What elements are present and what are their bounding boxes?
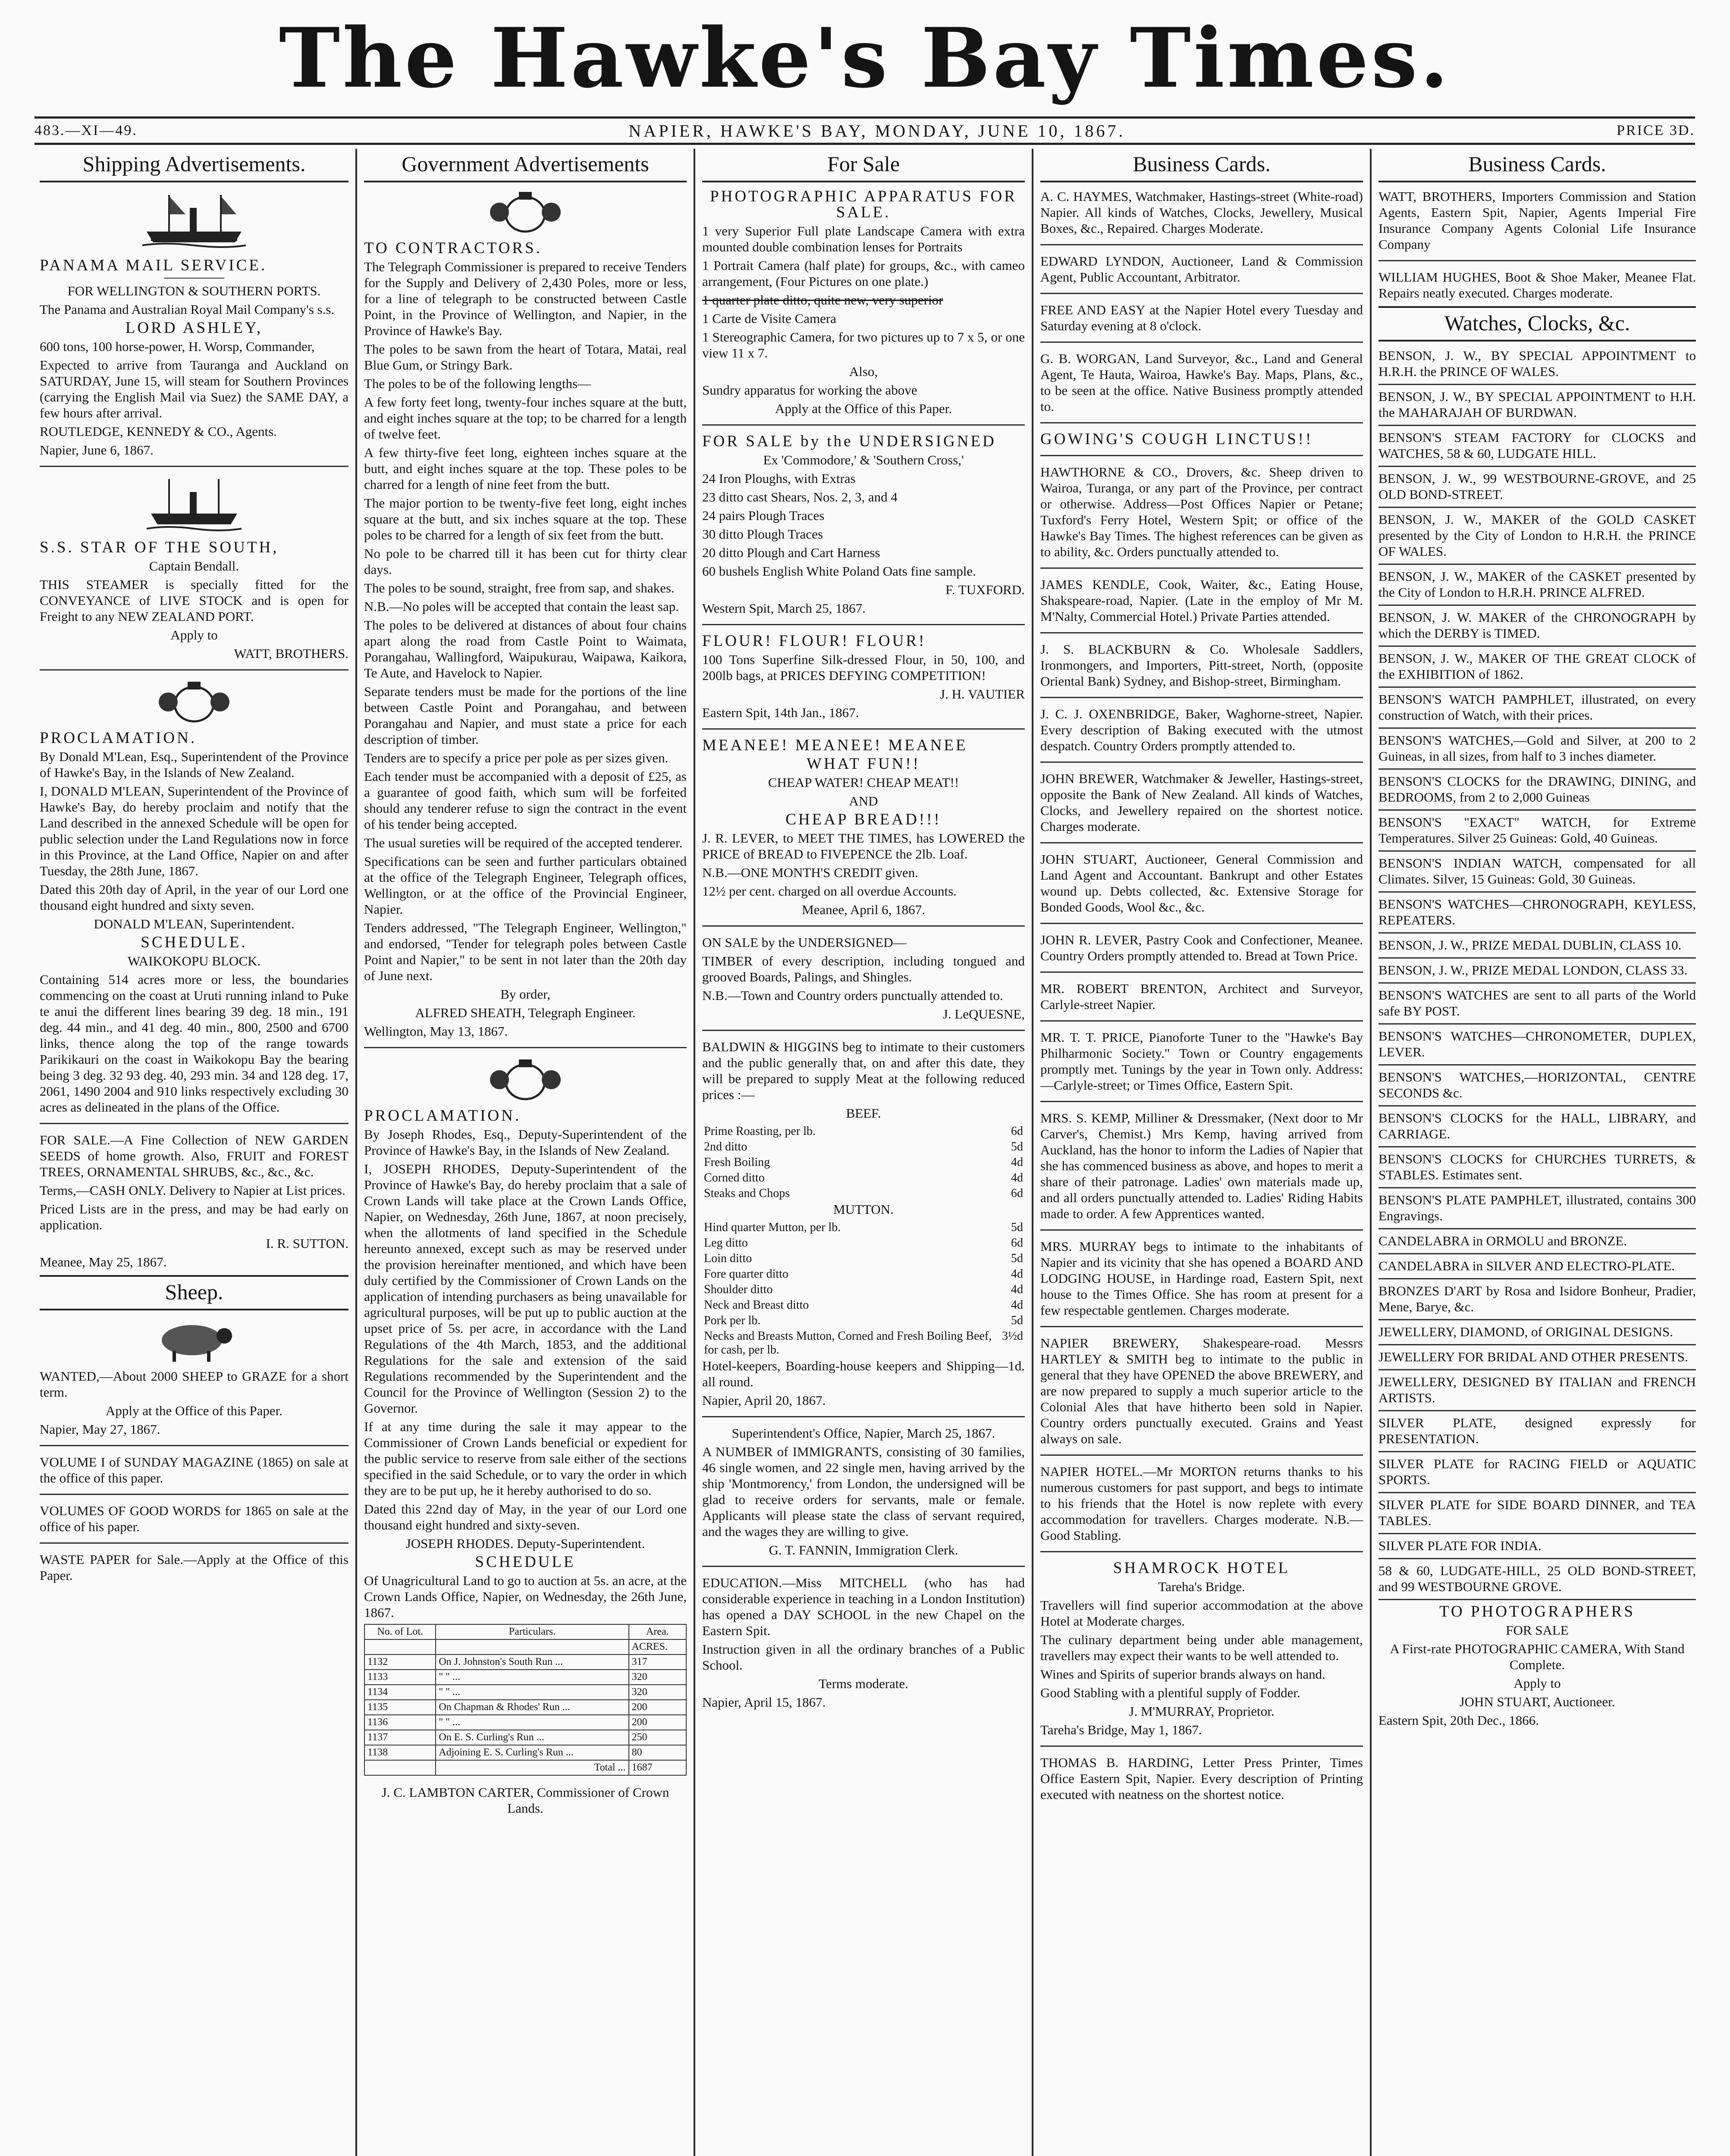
table-cell: 317 — [629, 1655, 686, 1670]
ad-date: Napier, May 27, 1867. — [40, 1422, 160, 1437]
schedule-heading: SCHEDULE. — [141, 934, 248, 951]
table-cell: Corned ditto — [704, 1171, 765, 1185]
table-cell: On E. S. Curling's Run ... — [436, 1730, 628, 1745]
by-order: By order, — [500, 987, 550, 1002]
masthead-title: The Hawke's Bay Times. — [279, 10, 1451, 106]
ad-text: A few forty feet long, twenty-four inches square at the butt, and eight inches square at the top; to be charred for a length of twelve feet. — [364, 395, 687, 442]
ad-text: Instruction given in all the ordinary branches of a Public School. — [702, 1642, 1025, 1673]
business-card: MRS. S. KEMP, Milliner & Dressmaker, (Next door to Mr Carver's, Chemist.) Mrs Kemp, having arrived from Auckland, has the honor to inform the Ladies of Napier that she has commenced business as above, and hopes to merit a share of their patronage. Ladies' own materials made up, and all orders punctually attended to. Ladies' Riding Habits made to order. A few Apprentices wanted. — [1040, 1110, 1363, 1221]
benson-ad: BENSON, J. W., BY SPECIAL APPOINTMENT to H.R.H. the PRINCE OF WALES. — [1378, 348, 1696, 379]
benson-ad: BENSON'S WATCHES,—Gold and Silver, at 200 to 2 Guineas, in all sizes, from half to 3 inches diameter. — [1378, 733, 1696, 764]
table-cell: 200 — [629, 1715, 686, 1730]
table-cell: 5d — [1011, 1221, 1023, 1234]
ad-date: Meanee, April 6, 1867. — [802, 902, 925, 917]
business-card: JOHN STUART, Auctioneer, General Commission and Land Agent and Accountant. Bankrupt and other Estates wound up. Debts collected, &c. Extensive Storage for Bonded Goods, Wool &c., &c. — [1040, 852, 1363, 915]
table-cell: 80 — [629, 1745, 686, 1760]
ad-signature: F. TUXFORD. — [945, 582, 1025, 597]
ad-text: The poles to be sawn from the heart of Totara, Matai, real Blue Gum, or Stringy Bark. — [364, 342, 687, 373]
table-cell: 4d — [1011, 1298, 1023, 1312]
ad-subtitle: WHAT FUN!! — [806, 755, 921, 773]
table-cell: 4d — [1011, 1156, 1023, 1169]
list-item: 24 pairs Plough Traces — [702, 508, 825, 523]
ad-text: The Telegraph Commissioner is prepared to receive Tenders for the Supply and Delivery of 2,430 Poles, more or less, for a line of telegraph to be constructed between Castle Point, in the Province of Wellington, and Napier, in the Province of Hawke's Bay. — [364, 259, 687, 338]
table-row — [702, 1235, 1025, 1251]
table-cell: 200 — [629, 1700, 686, 1715]
table-cell: 5d — [1011, 1140, 1023, 1153]
price-heading: BEEF. — [846, 1106, 881, 1121]
business-card: G. B. WORGAN, Land Surveyor, &c., Land and General Agent, Te Hauta, Wairoa, Hawke's Bay. Maps, Plans, &c., to be seen at the office. Native Business promptly attended to. — [1040, 351, 1363, 414]
section-heading: Watches, Clocks, &c. — [1378, 306, 1696, 342]
column-heading: For Sale — [702, 149, 1025, 182]
ad-text: Hotel-keepers, Boarding-house keepers and Shipping—1d. all round. — [702, 1358, 1025, 1389]
business-card: GOWING'S COUGH LINCTUS!! — [1040, 430, 1313, 448]
ad-signature: DONALD M'LEAN, Superintendent. — [94, 916, 295, 931]
ad-date: Meanee, May 25, 1867. — [40, 1254, 167, 1269]
ad-text: 100 Tons Superfine Silk-dressed Flour, in 50, 100, and 200lb bags, at PRICES DEFYING COMPETITION! — [702, 652, 1025, 683]
table-row — [364, 1685, 686, 1700]
ad-text: By Donald M'Lean, Esq., Superintendent of the Province of Hawke's Bay, in the Islands of New Zealand. — [40, 749, 349, 780]
ad-title: ON SALE by the UNDERSIGNED— — [702, 935, 907, 950]
ad-text: If at any time during the sale it may appear to the Commissioner of Crown Lands beneficial or expedient for the public service to reserve from sale either of the sections specified in the said Schedule, or to vary the order in which they are to be put up, he it hereby authorised to do so. — [364, 1419, 687, 1498]
benson-ad: BENSON'S WATCHES—CHRONOMETER, DUPLEX, LEVER. — [1378, 1028, 1696, 1059]
ad-text: WANTED,—About 2000 SHEEP to GRAZE for a short term. — [40, 1369, 349, 1400]
ad-text: Terms,—CASH ONLY. Delivery to Napier at List prices. — [40, 1183, 345, 1198]
ad-title: TO PHOTOGRAPHERS — [1439, 1603, 1635, 1620]
ad-text: Tenders are to specify a price per pole as per sizes given. — [364, 750, 669, 765]
schedule-heading: SCHEDULE — [475, 1553, 576, 1571]
table-row — [702, 1124, 1025, 1139]
column-rule — [1370, 149, 1372, 2156]
benson-ad: BENSON'S WATCHES,—HORIZONTAL, CENTRE SECONDS &c. — [1378, 1069, 1696, 1100]
ad-text: Wines and Spirits of superior brands always on hand. — [1040, 1667, 1325, 1682]
royal-arms-icon — [147, 678, 242, 726]
table-row — [364, 1760, 686, 1775]
table-cell: Pork per lb. — [704, 1314, 761, 1327]
ad-text: AND — [849, 793, 878, 808]
table-cell: 6d — [1011, 1125, 1023, 1138]
ad-text: 1 Carte de Visite Camera — [702, 311, 836, 326]
price-table — [702, 1124, 1025, 1201]
ad-text: Each tender must be accompanied with a deposit of £25, as a guarantee of good faith, which sum will be forfeited should any tenderer refuse to sign the contract in the event of his tender being accepted. — [364, 769, 687, 832]
ad-text: WASTE PAPER for Sale.—Apply at the Office of this Paper. — [40, 1552, 349, 1583]
ad-text: Dated this 20th day of April, in the year of our Lord one thousand eight hundred and sixty seven. — [40, 882, 349, 913]
block-name: WAIKOKOPU BLOCK. — [127, 953, 261, 968]
benson-ad: BENSON, J. W., MAKER OF THE GREAT CLOCK of the EXHIBITION of 1862. — [1378, 651, 1696, 682]
benson-ad: BENSON'S CLOCKS for the DRAWING, DINING, and BEDROOMS, from 2 to 2,000 Guineas — [1378, 774, 1696, 805]
benson-ad: BENSON, J. W., MAKER of the GOLD CASKET presented by the City of London to H.R.H. the PRINCE OF WALES. — [1378, 512, 1696, 559]
ad-agents: ROUTLEDGE, KENNEDY & CO., Agents. — [40, 424, 277, 439]
ad-text: The culinary department being under able management, travellers may expect their wants to be well attended to. — [1040, 1632, 1363, 1663]
list-item: 20 ditto Plough and Cart Harness — [702, 545, 880, 560]
business-card: NAPIER BREWERY, Shakespeare-road. Messrs HARTLEY & SMITH beg to intimate to the public in general that they have OPENED the above BREWERY, and are now prepared to supply a much superior article to the Colonial Ales that have hitherto been sold in Napier. Country orders punctually executed. Grains and Yeast always on sale. — [1040, 1335, 1363, 1446]
ad-text: VOLUME I of SUNDAY MAGAZINE (1865) on sale at the office of this paper. — [40, 1454, 349, 1485]
ad-text: VOLUMES OF GOOD WORDS for 1865 on sale at the office of his paper. — [40, 1503, 349, 1534]
ad-signature: G. T. FANNIN, Immigration Clerk. — [769, 1542, 958, 1557]
column-rule — [355, 149, 357, 2156]
business-card: THOMAS B. HARDING, Letter Press Printer, Times Office Eastern Spit, Napier. Every description of Printing executed with neatness on the shortest notice. — [1040, 1755, 1363, 1802]
ad-signature: J. M'MURRAY, Proprietor. — [1129, 1704, 1275, 1719]
table-row — [702, 1155, 1025, 1170]
benson-ad: JEWELLERY, DESIGNED BY ITALIAN and FRENCH ARTISTS. — [1378, 1374, 1696, 1405]
ad-text: By Joseph Rhodes, Esq., Deputy-Superintendent of the Province of Hawke's Bay, in the Islands of New Zealand. — [364, 1127, 687, 1158]
table-cell: 1136 — [364, 1715, 436, 1730]
table-cell: Steaks and Chops — [704, 1187, 790, 1200]
benson-ad: BENSON, J. W., MAKER of the CASKET presented by the City of London to H.R.H. PRINCE ALFRED. — [1378, 569, 1696, 600]
price-table — [702, 1220, 1025, 1358]
ad-text: The poles to be delivered at distances of about four chains apart along the road from Castle Point to Waimata, Porangahau, Wallingford, Waipukurau, Waipawa, Kaikora, Te Aute, and Havelock to Napier. — [364, 617, 687, 680]
ad-captain: Captain Bendall. — [149, 558, 239, 573]
ad-date: Napier, April 15, 1867. — [702, 1695, 826, 1710]
ad-title: FOR SALE by the UNDERSIGNED — [702, 432, 996, 450]
table-row — [702, 1139, 1025, 1155]
benson-ad: BRONZES D'ART by Rosa and Isidore Bonheur, Pradier, Mene, Barye, &c. — [1378, 1283, 1696, 1314]
ad-signature: WATT, BROTHERS. — [234, 646, 349, 661]
ad-text: I, DONALD M'LEAN, Superintendent of the Province of Hawke's Bay, do hereby proclaim and notify that the Land described in the annexed Schedule will be open for public selection under the Land Regulations now in force in this Province, at the Land Office, Napier on and after Tuesday, the 28th June, 1867. — [40, 783, 349, 878]
ad-text: EDUCATION.—Miss MITCHELL (who has had considerable experience in teaching in a London Institution) has opened a DAY SCHOOL in the new Chapel on the Eastern Spit. — [702, 1575, 1025, 1638]
ad-text: N.B.—No poles will be accepted that contain the least sap. — [364, 599, 679, 614]
benson-ad: CANDELABRA in ORMOLU and BRONZE. — [1378, 1233, 1627, 1248]
ad-text: 1 Portrait Camera (half plate) for groups, &c., with cameo arrangement, (Four Pictures on one plate.) — [702, 258, 1025, 289]
table-cell: On J. Johnston's South Run ... — [436, 1655, 628, 1670]
table-row — [364, 1730, 686, 1745]
ad-title: FLOUR! FLOUR! FLOUR! — [702, 632, 926, 650]
table-cell: 4d — [1011, 1283, 1023, 1296]
column-heading: Government Advertisements — [364, 149, 687, 182]
benson-ad: BENSON'S "EXACT" WATCH, for Extreme Temperatures. Silver 25 Guineas: Gold, 40 Guineas. — [1378, 815, 1696, 846]
ad-title: PROCLAMATION. — [40, 729, 197, 747]
ad-text: A few thirty-five feet long, eighteen inches square at the butt, and eight inches square at the top. These poles to be charred for a length of nine feet from the butt. — [364, 445, 687, 492]
benson-ad: JEWELLERY, DIAMOND, of ORIGINAL DESIGNS. — [1378, 1324, 1673, 1339]
table-row — [364, 1700, 686, 1715]
column-heading: Shipping Advertisements. — [40, 149, 349, 182]
table-row — [702, 1297, 1025, 1313]
ad-text: N.B.—Town and Country orders punctually attended to. — [702, 988, 1003, 1003]
business-card: JAMES KENDLE, Cook, Waiter, &c., Eating House, Shakspeare-road, Napier. (Late in the employ of Mr M. M'Nalty, Commercial Hotel.) Private Parties attended. — [1040, 577, 1363, 624]
table-header: Area. — [629, 1624, 686, 1639]
list-item: 60 bushels English White Poland Oats fine sample. — [702, 564, 976, 579]
benson-ad-list — [1378, 348, 1696, 1600]
price-heading: MUTTON. — [833, 1202, 894, 1217]
ad-text: I, JOSEPH RHODES, Deputy-Superintendent of the Province of Hawke's Bay, do hereby proclaim that a sale of Crown Lands will take place at the Crown Lands Office, Napier, on Wednesday, 26th June, 1867, at noon precisely, when the allotments of land specified in the Schedule hereunto annexed, except such as may be reserved under the provision hereinafter mentioned, and which have been duly certified by the Commissioner of Crown Lands on the application of intending purchasers as being unavailable for agricultural purposes, will be put up to public auction at the upset price of 5s. per acre, in accordance with the Land Regulations of the 4th March, 1853, and the additional Regulations for the sale and extension of the said Regulations recommended by the Superintendent and the Council for the Province of Wellington (Session 2) to the Governor. — [364, 1161, 687, 1416]
business-card: HAWTHORNE & CO., Drovers, &c. Sheep driven to Wairoa, Turanga, or any part of the Province, per contract or otherwise. Address—Post Offices Napier or Petane; Tuxford's Ferry Hotel, Western Spit; or office of the Hawke's Bay Times. The highest references can be given as to ability, &c. Orders punctually attended to. — [1040, 464, 1363, 559]
table-row — [364, 1655, 686, 1670]
business-card: MR. T. T. PRICE, Pianoforte Tuner to the "Hawke's Bay Philharmonic Society." Town or Country engagements promptly met. Tunings by the year in Town only. Address:—Carlyle-street; or Times Office, Eastern Spit. — [1040, 1030, 1363, 1093]
ad-subtitle: Tareha's Bridge. — [1158, 1579, 1245, 1594]
ad-text: N.B.—ONE MONTH'S CREDIT given. — [702, 865, 919, 880]
issue-date: NAPIER, HAWKE'S BAY, MONDAY, JUNE 10, 1867. — [628, 121, 1126, 141]
table-cell: " " ... — [436, 1685, 628, 1700]
table-cell: Hind quarter Mutton, per lb. — [704, 1221, 841, 1234]
benson-ad: BENSON, J. W., PRIZE MEDAL LONDON, CLASS 33. — [1378, 962, 1688, 978]
table-cell: Loin ditto — [704, 1252, 752, 1265]
table-cell: Fresh Boiling — [704, 1156, 770, 1169]
table-row — [702, 1266, 1025, 1282]
table-cell: 2nd ditto — [704, 1140, 747, 1153]
ad-apply: Apply to — [1513, 1676, 1561, 1691]
ad-signature: J. H. VAUTIER — [940, 686, 1025, 702]
royal-arms-icon — [478, 188, 573, 236]
ad-text: 12½ per cent. charged on all overdue Accounts. — [702, 884, 957, 899]
table-cell: On Chapman & Rhodes' Run ... — [436, 1700, 628, 1715]
table-row — [702, 1170, 1025, 1186]
table-cell: " " ... — [436, 1715, 628, 1730]
table-cell: 1138 — [364, 1745, 436, 1760]
ad-text: The Panama and Australian Royal Mail Company's s.s. — [40, 302, 335, 317]
business-card: WILLIAM HUGHES, Boot & Shoe Maker, Meanee Flat. Repairs neatly executed. Charges moderate. — [1378, 270, 1696, 301]
steamship-icon — [138, 188, 250, 253]
business-card: JOHN R. LEVER, Pastry Cook and Confectioner, Meanee. Country Orders promptly attended to. Bread at Town Price. — [1040, 932, 1363, 963]
benson-ad: SILVER PLATE for SIDE BOARD DINNER, and TEA TABLES. — [1378, 1497, 1696, 1528]
issue-price: PRICE 3D. — [1617, 122, 1695, 138]
ad-text: THIS STEAMER is specially fitted for the CONVEYANCE of LIVE STOCK and is open for Freight to any NEW ZEALAND PORT. — [40, 577, 349, 624]
column-business-cards — [1034, 149, 1369, 2156]
ad-date: Eastern Spit, 20th Dec., 1866. — [1378, 1713, 1539, 1728]
ad-subtitle: FOR WELLINGTON & SOUTHERN PORTS. — [67, 283, 321, 298]
benson-ad: JEWELLERY FOR BRIDAL AND OTHER PRESENTS. — [1378, 1349, 1688, 1364]
benson-ad: BENSON'S INDIAN WATCH, compensated for all Climates. Silver, 15 Guineas: Gold, 30 Guineas. — [1378, 856, 1696, 887]
table-cell: ACRES. — [629, 1639, 686, 1655]
issue-number: 483.—XI—49. — [35, 122, 138, 138]
ad-signature: J. C. LAMBTON CARTER, Commissioner of Crown Lands. — [381, 1785, 669, 1816]
table-row — [364, 1745, 686, 1760]
benson-ad: BENSON, J. W. MAKER of the CHRONOGRAPH by which the DERBY is TIMED. — [1378, 610, 1696, 641]
ad-signature: I. R. SUTTON. — [266, 1236, 349, 1251]
sheep-icon — [151, 1316, 237, 1364]
table-cell: 5d — [1011, 1314, 1023, 1327]
business-card: FREE AND EASY at the Napier Hotel every Tuesday and Saturday evening at 8 o'clock. — [1040, 302, 1363, 333]
ad-text: Tenders addressed, "The Telegraph Engineer, Wellington," and endorsed, "Tender for telegraph poles between Castle Point and Napier," to be sent in not later than the 20th day of June next. — [364, 920, 687, 983]
ad-text: TIMBER of every description, including tongued and grooved Boards, Palings, and Shingles. — [702, 953, 1025, 984]
ad-title: PROCLAMATION. — [364, 1107, 521, 1125]
table-cell: 1132 — [364, 1655, 436, 1670]
ad-subtitle: FOR SALE — [1506, 1623, 1569, 1638]
royal-arms-icon — [478, 1056, 573, 1103]
benson-ad: BENSON, J. W., 99 WESTBOURNE-GROVE, and 25 OLD BOND-STREET. — [1378, 471, 1696, 502]
benson-ad: 58 & 60, LUDGATE-HILL, 25 OLD BOND-STREET, and 99 WESTBOURNE GROVE. — [1378, 1563, 1696, 1594]
table-row — [702, 1186, 1025, 1201]
column-shipping — [34, 149, 355, 2156]
ad-date: Tareha's Bridge, May 1, 1867. — [1040, 1722, 1202, 1737]
business-card: MRS. MURRAY begs to intimate to the inhabitants of Napier and its vicinity that she has opened a BOARD AND LODGING HOUSE, in Hardinge road, Eastern Spit, next house to the Times Office. She has room at present for a few respectable gentlemen. Charges moderate. — [1040, 1239, 1363, 1318]
table-row — [702, 1251, 1025, 1266]
column-rule — [694, 149, 695, 2156]
benson-ad: CANDELABRA in SILVER AND ELECTRO-PLATE. — [1378, 1258, 1675, 1273]
ad-text: No pole to be charred till it has been cut for thirty clear days. — [364, 546, 687, 577]
table-cell: 1687 — [629, 1760, 686, 1775]
ad-text: Separate tenders must be made for the portions of the line between Castle Point and Porangahau, and between Porangahau and Napier, and must state a price for each description of timber. — [364, 684, 687, 747]
table-cell: 4d — [1011, 1267, 1023, 1281]
ad-text: The poles to be sound, straight, free from sap, and shakes. — [364, 580, 675, 595]
benson-ad: BENSON, J. W., PRIZE MEDAL DUBLIN, CLASS 10. — [1378, 937, 1682, 953]
business-card: JOHN BREWER, Watchmaker & Jeweller, Hastings-street, opposite the Bank of New Zealand. All kinds of Watches, Clocks, and Jewellery repaired on the shortest notice. Charges moderate. — [1040, 771, 1363, 834]
benson-ad: BENSON'S STEAM FACTORY for CLOCKS and WATCHES, 58 & 60, LUDGATE HILL. — [1378, 430, 1696, 461]
table-cell: 1135 — [364, 1700, 436, 1715]
ad-text: A NUMBER of IMMIGRANTS, consisting of 30 families, 46 single women, and 22 single men, having arrived by the ship 'Montmorency,' from London, the undersigned will be glad to receive orders for servants, male or female. Applicants will please state the class of servant required, and the wages they are willing to give. — [702, 1444, 1025, 1539]
table-cell: 6d — [1011, 1236, 1023, 1250]
ad-title: PANAMA MAIL SERVICE. — [40, 257, 267, 274]
benson-ad: SILVER PLATE for RACING FIELD or AQUATIC SPORTS. — [1378, 1456, 1696, 1487]
ad-text: Also, — [849, 364, 878, 379]
ad-date: Wellington, May 13, 1867. — [364, 1024, 508, 1039]
ad-text: The major portion to be twenty-five feet long, eight inches square at the butt, and six inches square at the top. These poles to be charred for a length of six feet from the butt. — [364, 495, 687, 542]
table-cell: 250 — [629, 1730, 686, 1745]
ad-title: SHAMROCK HOTEL — [1113, 1559, 1290, 1577]
table-cell: Prime Roasting, per lb. — [704, 1125, 816, 1138]
table-row — [702, 1313, 1025, 1329]
table-cell: 320 — [629, 1670, 686, 1685]
table-cell: 4d — [1011, 1171, 1023, 1185]
table-cell: " " ... — [436, 1670, 628, 1685]
ad-date: Eastern Spit, 14th Jan., 1867. — [702, 705, 859, 720]
ad-text: 1 Stereographic Camera, for two pictures up to 7 x 5, or one view 11 x 7. — [702, 329, 1025, 360]
business-card: EDWARD LYNDON, Auctioneer, Land & Commission Agent, Public Accountant, Arbitrator. — [1040, 254, 1363, 285]
ad-text: BALDWIN & HIGGINS beg to intimate to their customers and the public generally that, on and after this date, they will be prepared to supply Meat at the following reduced prices :— — [702, 1039, 1025, 1102]
ad-signature: JOSEPH RHODES. Deputy-Superintendent. — [405, 1536, 645, 1551]
table-cell: 6d — [1011, 1187, 1023, 1200]
ad-text: A First-rate PHOTOGRAPHIC CAMERA, With Stand Complete. — [1390, 1641, 1685, 1672]
ad-text: Expected to arrive from Tauranga and Auckland on SATURDAY, June 15, will steam for Southern Provinces (carrying the English Mail via Suez) the SAME DAY, a few hours after arrival. — [40, 357, 349, 420]
ad-title: TO CONTRACTORS. — [364, 239, 542, 257]
ad-text: 600 tons, 100 horse-power, H. Worsp, Commander, — [40, 339, 315, 354]
business-card: MR. ROBERT BRENTON, Architect and Surveyor, Carlyle-street Napier. — [1040, 981, 1363, 1012]
ad-text: CHEAP BREAD!!! — [785, 811, 942, 828]
table-cell: Necks and Breasts Mutton, Corned and Fresh Boiling Beef, for cash, per lb. — [704, 1329, 992, 1357]
ad-signature: JOHN STUART, Auctioneer. — [1459, 1694, 1615, 1709]
business-card: A. C. HAYMES, Watchmaker, Hastings-street (White-road) Napier. All kinds of Watches, Clocks, Jewellery, Musical Boxes, &c., Repaired. Charges Moderate. — [1040, 189, 1363, 236]
table-cell: 1137 — [364, 1730, 436, 1745]
ad-signature: J. LeQUESNE, — [942, 1006, 1025, 1022]
benson-ad: SILVER PLATE FOR INDIA. — [1378, 1538, 1542, 1553]
benson-ad: BENSON, J. W., BY SPECIAL APPOINTMENT to H.H. the MAHARAJAH OF BURDWAN. — [1378, 389, 1696, 420]
ad-apply: Apply to — [170, 627, 218, 642]
table-cell: Shoulder ditto — [704, 1283, 773, 1296]
table-cell: 5d — [1011, 1252, 1023, 1265]
benson-ad: BENSON'S WATCHES are sent to all parts of the World safe BY POST. — [1378, 987, 1696, 1018]
column-heading: Business Cards. — [1378, 149, 1696, 182]
benson-ad: BENSON'S CLOCKS for the HALL, LIBRARY, and CARRIAGE. — [1378, 1110, 1696, 1141]
business-card: J. S. BLACKBURN & Co. Wholesale Saddlers, Ironmongers, and Importers, Pitt-street, North, (opposite Oriental Bank) Sydney, and Bishop-street, Birmingham. — [1040, 642, 1363, 689]
table-cell: 3½d — [1002, 1329, 1023, 1343]
table-row — [702, 1329, 1025, 1358]
benson-ad: BENSON'S PLATE PAMPHLET, illustrated, contains 300 Engravings. — [1378, 1192, 1696, 1223]
benson-ad: SILVER PLATE, designed expressly for PRESENTATION. — [1378, 1415, 1696, 1446]
list-item: 30 ditto Plough Traces — [702, 526, 823, 542]
ad-text: CHEAP WATER! CHEAP MEAT!! — [768, 775, 959, 790]
table-row — [702, 1220, 1025, 1235]
section-heading: Sheep. — [40, 1275, 349, 1310]
table-row — [702, 1282, 1025, 1297]
business-card: WATT, BROTHERS, Importers Commission and Station Agents, Eastern Spit, Napier, Agents Imperial Fire Insurance Company Agents Colonial Life Insurance Company — [1378, 189, 1696, 252]
steamship-icon — [142, 475, 246, 535]
ad-date: Western Spit, March 25, 1867. — [702, 601, 866, 616]
ad-date: Napier, April 20, 1867. — [702, 1393, 826, 1408]
ad-text: Travellers will find superior accommodation at the above Hotel at Moderate charges. — [1040, 1598, 1363, 1629]
ad-apply: Apply at the Office of this Paper. — [775, 401, 952, 416]
ad-subtitle: Ex 'Commodore,' & 'Southern Cross,' — [763, 452, 964, 467]
dateline-bar — [35, 116, 1695, 145]
business-card: J. C. J. OXENBRIDGE, Baker, Waghorne-street, Napier. Every description of Baking executed with the utmost despatch. Country Orders promptly attended to. — [1040, 706, 1363, 753]
column-business-cards-2 — [1372, 149, 1702, 2156]
ad-text: FOR SALE.—A Fine Collection of NEW GARDEN SEEDS of home growth. Also, FRUIT and FOREST TREES, ORNAMENTAL SHRUBS, &c., &c., &c. — [40, 1132, 349, 1179]
ad-title: MEANEE! MEANEE! MEANEE — [702, 736, 968, 754]
ad-text: Containing 514 acres more or less, the boundaries commencing on the coast at Uruti running inland to Puke te anui the different lines bearing 39 deg. 18 min., 191 deg. 44 min., and 41 deg. 40 min., 800, 2500 and 6700 links, thence along the top of the range towards Parikikauri on the coast in Waikokopu Bay the bearing being 3 deg. 32 93 deg. 40, 293 min. 34 and 128 deg. 17, 2061, 1490 2004 and 910 links respectively excluding 30 acres as delineated in the plans of the Office. — [40, 972, 349, 1115]
table-cell: Total ... — [436, 1760, 628, 1775]
table-cell: 1133 — [364, 1670, 436, 1685]
table-cell: Fore quarter ditto — [704, 1267, 788, 1281]
column-rule — [1032, 149, 1033, 2156]
ad-text: Good Stabling with a plentiful supply of Fodder. — [1040, 1685, 1300, 1700]
ad-date: Napier, June 6, 1867. — [40, 442, 154, 458]
schedule-table — [364, 1624, 687, 1776]
ad-text: Specifications can be seen and further particulars obtained at the office of the Telegraph Engineer, Telegraph offices, Wellington, or at the office of the Provincial Engineer, Napier. — [364, 854, 687, 917]
ad-text: Of Unagricultural Land to go to auction at 5s. an acre, at the Crown Lands Office, Napier, on Wednesday, the 26th June, 1867. — [364, 1573, 687, 1620]
list-item: 24 Iron Ploughs, with Extras — [702, 471, 856, 486]
benson-ad: BENSON'S WATCH PAMPHLET, illustrated, on every construction of Watch, with their prices. — [1378, 692, 1696, 723]
benson-ad: BENSON'S WATCHES—CHRONOGRAPH, KEYLESS, REPEATERS. — [1378, 896, 1696, 928]
ad-text: Sundry apparatus for working the above — [702, 382, 917, 398]
ad-title: PHOTOGRAPHIC APPARATUS FOR SALE. — [710, 188, 1017, 221]
column-heading: Business Cards. — [1040, 149, 1363, 182]
ad-dateline: Superintendent's Office, Napier, March 25, 1867. — [732, 1426, 995, 1441]
business-card: NAPIER HOTEL.—Mr MORTON returns thanks to his numerous customers for past support, and begs to intimate to his friends that the Hotel is now replete with every accommodation for travellers. Charges moderate. N.B.—Good Stabling. — [1040, 1464, 1363, 1543]
ad-text: 1 very Superior Full plate Landscape Camera with extra mounted double combination lenses for Portraits — [702, 223, 1025, 254]
table-cell: Adjoining E. S. Curling's Run ... — [436, 1745, 628, 1760]
benson-ad: BENSON'S CLOCKS for CHURCHES TURRETS, & STABLES. Estimates sent. — [1378, 1151, 1696, 1182]
ad-text: 1 quarter plate ditto, quite new, very superior — [702, 292, 943, 307]
ad-text: Dated this 22nd day of May, in the year of our Lord one thousand eight hundred and sixty-seven. — [364, 1501, 687, 1532]
table-row — [364, 1715, 686, 1730]
list-item: 23 ditto cast Shears, Nos. 2, 3, and 4 — [702, 489, 898, 505]
ad-text: The usual sureties will be required of the accepted tenderer. — [364, 835, 683, 850]
table-cell: Leg ditto — [704, 1236, 748, 1250]
table-row — [364, 1670, 686, 1685]
ad-signature: ALFRED SHEATH, Telegraph Engineer. — [415, 1005, 636, 1020]
ad-text: J. R. LEVER, to MEET THE TIMES, has LOWERED the PRICE of BREAD to FIVEPENCE the 2lb. Loaf. — [702, 830, 1025, 862]
table-cell: Neck and Breast ditto — [704, 1298, 809, 1312]
table-cell: 1134 — [364, 1685, 436, 1700]
column-for-sale — [696, 149, 1031, 2156]
column-government — [358, 149, 693, 2156]
table-header: Particulars. — [436, 1624, 628, 1639]
ad-text: Priced Lists are in the press, and may be had early on application. — [40, 1201, 349, 1232]
ad-apply: Apply at the Office of this Paper. — [105, 1403, 283, 1418]
ad-text: The poles to be of the following lengths— — [364, 376, 591, 391]
table-cell: 320 — [629, 1685, 686, 1700]
ship-name: LORD ASHLEY, — [125, 319, 263, 337]
table-header: No. of Lot. — [364, 1624, 436, 1639]
ad-text: Terms moderate. — [819, 1676, 908, 1691]
ad-title: S.S. STAR OF THE SOUTH, — [40, 539, 279, 556]
